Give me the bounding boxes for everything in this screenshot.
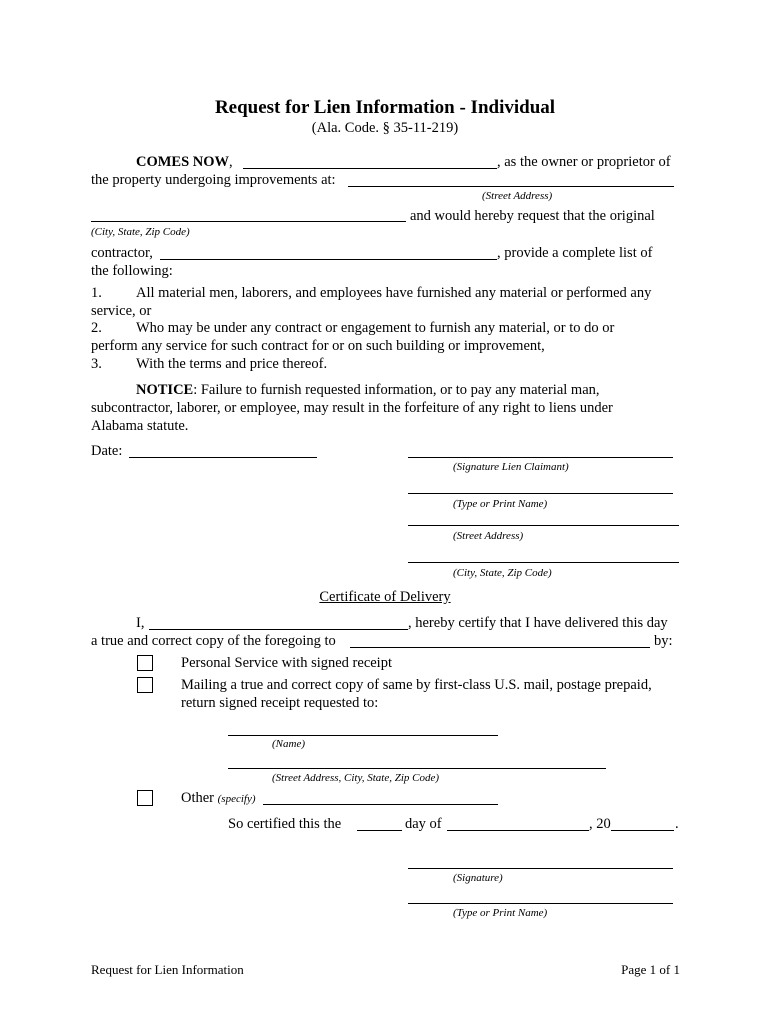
request-text: and would hereby request that the original (410, 208, 655, 224)
personal-service-label: Personal Service with signed receipt (181, 655, 392, 671)
claimant-name-field[interactable] (408, 493, 673, 494)
mailing-label-1: Mailing a true and correct copy of same by first-class U.S. mail, postage prepaid, (181, 677, 652, 693)
property-street-field[interactable] (348, 186, 674, 187)
other-specify-field[interactable] (263, 804, 498, 805)
certified-part-2: day of (405, 816, 442, 832)
street-address-label: (Street Address) (482, 190, 553, 202)
certified-part-4: . (675, 816, 679, 832)
mail-name-label: (Name) (272, 738, 305, 750)
cert-text-2: a true and correct copy of the foregoing to (91, 633, 336, 649)
item-2-number: 2. (91, 320, 102, 336)
document-title: Request for Lien Information - Individual (214, 97, 556, 118)
cert-text-1: , hereby certify that I have delivered this day (408, 615, 668, 631)
signature-label: (Signature) (453, 872, 503, 884)
other-label: Other (181, 790, 215, 806)
certified-part-1: So certified this the (228, 816, 342, 832)
day-field[interactable] (357, 830, 402, 831)
complete-list-text: , provide a complete list of (497, 245, 653, 261)
code-citation: (Ala. Code. § 35-11-219) (311, 120, 459, 136)
page-number: Page 1 of 1 (621, 962, 680, 977)
claimant-city-field[interactable] (408, 562, 679, 563)
cert-by: by: (654, 633, 673, 649)
contractor-name-field[interactable] (160, 259, 497, 260)
month-field[interactable] (447, 830, 589, 831)
cert-i: I, (136, 615, 145, 631)
item-1-text: All material men, laborers, and employees have furnished any material or performed any (136, 285, 652, 301)
item-1-text-cont: service, or (91, 303, 152, 319)
owner-name-field[interactable] (243, 168, 497, 169)
claimant-signature-field[interactable] (408, 457, 673, 458)
following-text: the following: (91, 263, 173, 279)
comes-now-comma: , (229, 154, 233, 170)
claimant-street-field[interactable] (408, 525, 679, 526)
item-2-text-cont: perform any service for such contract for or on such building or improvement, (91, 338, 545, 354)
certificate-heading: Certificate of Delivery (319, 589, 451, 605)
contractor-text: contractor, (91, 245, 153, 261)
date-label: Date: (91, 443, 123, 459)
other-checkbox[interactable] (137, 790, 153, 806)
item-3-text: With the terms and price thereof. (136, 356, 328, 372)
recipient-field[interactable] (350, 647, 650, 648)
property-text: the property undergoing improvements at: (91, 172, 336, 188)
mailing-label-2: return signed receipt requested to: (181, 695, 379, 711)
comes-now-label: COMES NOW (136, 154, 230, 170)
personal-service-checkbox[interactable] (137, 655, 153, 671)
certified-part-3: , 20 (589, 816, 611, 832)
notice-text-2: subcontractor, laborer, or employee, may result in the forfeiture of any right to liens under (91, 400, 613, 416)
property-city-field[interactable] (91, 221, 406, 222)
date-field[interactable] (129, 457, 317, 458)
owner-text: , as the owner or proprietor of (497, 154, 671, 170)
notice-text-1: : Failure to furnish requested information, or to pay any material man, (193, 382, 600, 398)
item-1-number: 1. (91, 285, 102, 301)
item-2-text: Who may be under any contract or engagement to furnish any material, or to do or (136, 320, 615, 336)
notice-text-3: Alabama statute. (91, 418, 189, 434)
notice-label: NOTICE (136, 382, 194, 398)
city-state-zip-label: (City, State, Zip Code) (91, 226, 190, 238)
footer-left: Request for Lien Information (91, 962, 244, 977)
signature-claimant-label: (Signature Lien Claimant) (453, 461, 569, 473)
mail-name-field[interactable] (228, 735, 498, 736)
mail-address-label: (Street Address, City, State, Zip Code) (272, 772, 440, 784)
item-3-number: 3. (91, 356, 102, 372)
year-field[interactable] (611, 830, 674, 831)
final-type-print-label: (Type or Print Name) (453, 907, 548, 919)
claimant-street-label: (Street Address) (453, 530, 524, 542)
certifier-print-name-field[interactable] (408, 903, 673, 904)
mail-address-field[interactable] (228, 768, 606, 769)
specify-label: (specify) (217, 793, 256, 805)
mailing-checkbox[interactable] (137, 677, 153, 693)
type-print-label: (Type or Print Name) (453, 498, 548, 510)
claimant-city-label: (City, State, Zip Code) (453, 567, 552, 579)
certifier-name-field[interactable] (149, 629, 408, 630)
certifier-signature-field[interactable] (408, 868, 673, 869)
